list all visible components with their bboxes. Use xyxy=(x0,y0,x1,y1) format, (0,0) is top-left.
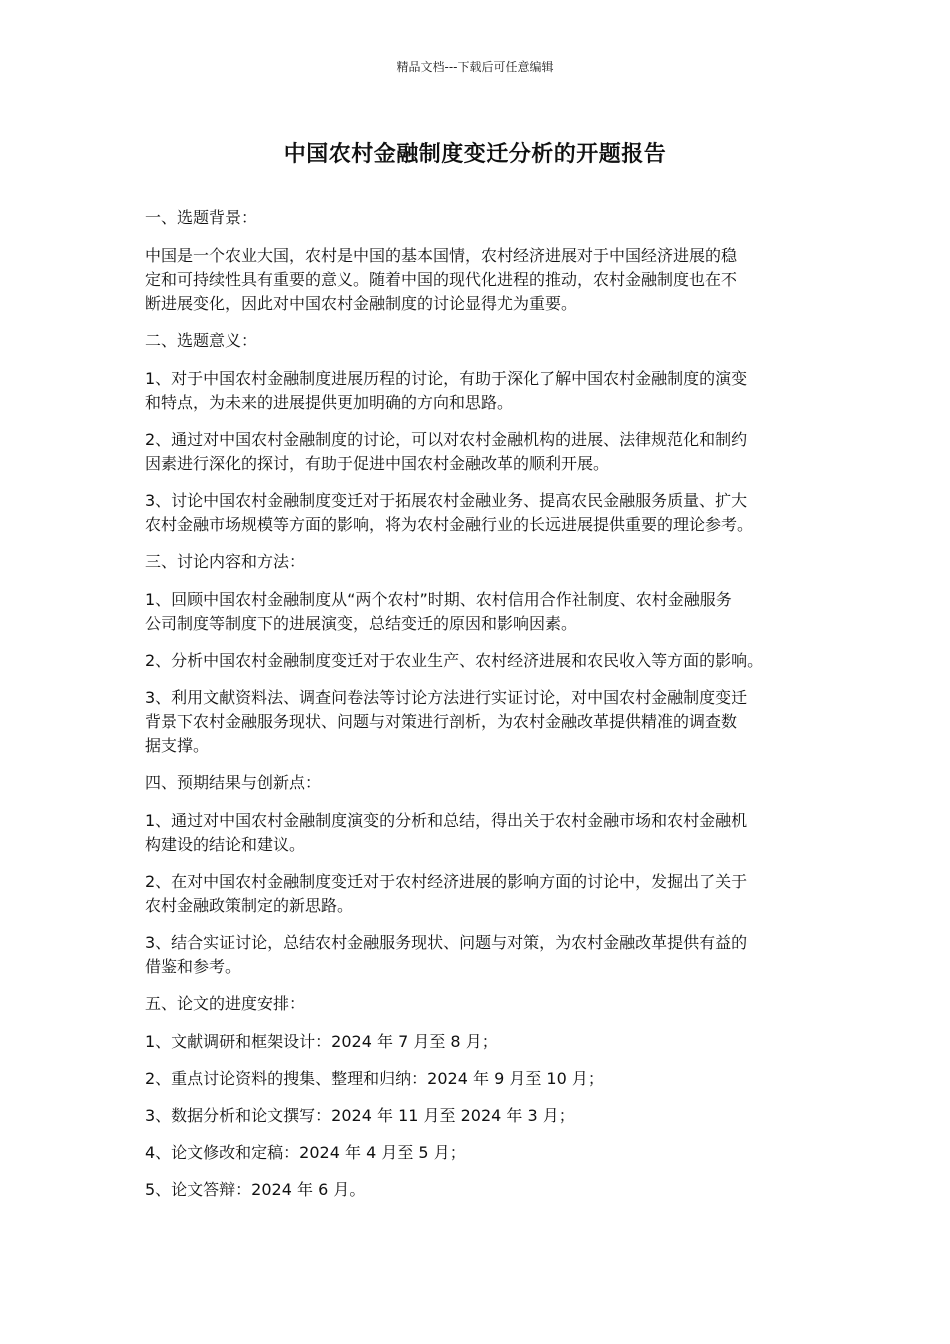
paragraph-expected-results-2 xyxy=(145,870,807,918)
text-line: 1、回顾中国农村金融制度从“两个农村”时期、农村信用合作社制度、农村金融服务 xyxy=(145,590,732,609)
page-header: 精品文档---下载后可任意编辑 xyxy=(396,60,554,74)
text-line: 背景下农村金融服务现状、问题与对策进行剖析，为农村金融改革提供精准的调查数 xyxy=(145,712,738,731)
text-line: 中国是一个农业大国，农村是中国的基本国情，农村经济进展对于中国经济进展的稳 xyxy=(145,246,738,265)
text-line: 2、通过对中国农村金融制度的讨论，可以对农村金融机构的进展、法律规范化和制约 xyxy=(145,430,748,449)
text-line: 2、分析中国农村金融制度变迁对于农业生产、农村经济进展和农民收入等方面的影响。 xyxy=(145,651,764,670)
schedule-item-5: 5、论文答辩：2024 年 6 月。 xyxy=(145,1180,366,1199)
paragraph-significance-1 xyxy=(145,367,807,415)
paragraph-significance-3 xyxy=(145,489,807,537)
text-line: 公司制度等制度下的进展演变，总结变迁的原因和影响因素。 xyxy=(145,614,578,633)
text-line: 借鉴和参考。 xyxy=(145,957,242,976)
text-line: 因素进行深化的探讨，有助于促进中国农村金融改革的顺利开展。 xyxy=(145,454,610,473)
document-title: 中国农村金融制度变迁分析的开题报告 xyxy=(283,142,667,167)
document-body xyxy=(145,206,807,1215)
schedule-item-2: 2、重点讨论资料的搜集、整理和归纳：2024 年 9 月至 10 月； xyxy=(145,1069,604,1088)
paragraph-content-methods-3 xyxy=(145,686,807,758)
schedule-item-1: 1、文献调研和框架设计：2024 年 7 月至 8 月； xyxy=(145,1032,498,1051)
text-line: 和特点，为未来的进展提供更加明确的方向和思路。 xyxy=(145,393,514,412)
section-heading-expected-results: 四、预期结果与创新点： xyxy=(145,773,322,792)
text-line: 农村金融政策制定的新思路。 xyxy=(145,896,354,915)
text-line: 1、通过对中国农村金融制度演变的分析和总结，得出关于农村金融市场和农村金融机 xyxy=(145,811,748,830)
section-heading-background: 一、选题背景： xyxy=(145,208,258,227)
text-line: 据支撑。 xyxy=(145,736,210,755)
section-heading-significance: 二、选题意义： xyxy=(145,331,258,350)
text-line: 定和可持续性具有重要的意义。随着中国的现代化进程的推动，农村金融制度也在不 xyxy=(145,270,738,289)
section-heading-schedule: 五、论文的进度安排： xyxy=(145,994,306,1013)
schedule-item-3: 3、数据分析和论文撰写：2024 年 11 月至 2024 年 3 月； xyxy=(145,1106,575,1125)
text-line: 断进展变化，因此对中国农村金融制度的讨论显得尤为重要。 xyxy=(145,294,578,313)
text-line: 2、在对中国农村金融制度变迁对于农村经济进展的影响方面的讨论中，发掘出了关于 xyxy=(145,872,748,891)
paragraph-content-methods-2 xyxy=(145,649,807,673)
text-line: 3、利用文献资料法、调查问卷法等讨论方法进行实证讨论，对中国农村金融制度变迁 xyxy=(145,688,748,707)
text-line: 3、结合实证讨论，总结农村金融服务现状、问题与对策，为农村金融改革提供有益的 xyxy=(145,933,748,952)
text-line: 1、对于中国农村金融制度进展历程的讨论，有助于深化了解中国农村金融制度的演变 xyxy=(145,369,748,388)
paragraph-expected-results-3 xyxy=(145,931,807,979)
paragraph-significance-2 xyxy=(145,428,807,476)
section-heading-content-methods: 三、讨论内容和方法： xyxy=(145,552,306,571)
paragraph-background xyxy=(145,244,807,316)
paragraph-expected-results-1 xyxy=(145,809,807,857)
text-line: 3、讨论中国农村金融制度变迁对于拓展农村金融业务、提高农民金融服务质量、扩大 xyxy=(145,491,748,510)
text-line: 农村金融市场规模等方面的影响，将为农村金融行业的长远进展提供重要的理论参考。 xyxy=(145,515,754,534)
text-line: 构建设的结论和建议。 xyxy=(145,835,306,854)
schedule-item-4: 4、论文修改和定稿：2024 年 4 月至 5 月； xyxy=(145,1143,466,1162)
paragraph-content-methods-1 xyxy=(145,588,807,636)
